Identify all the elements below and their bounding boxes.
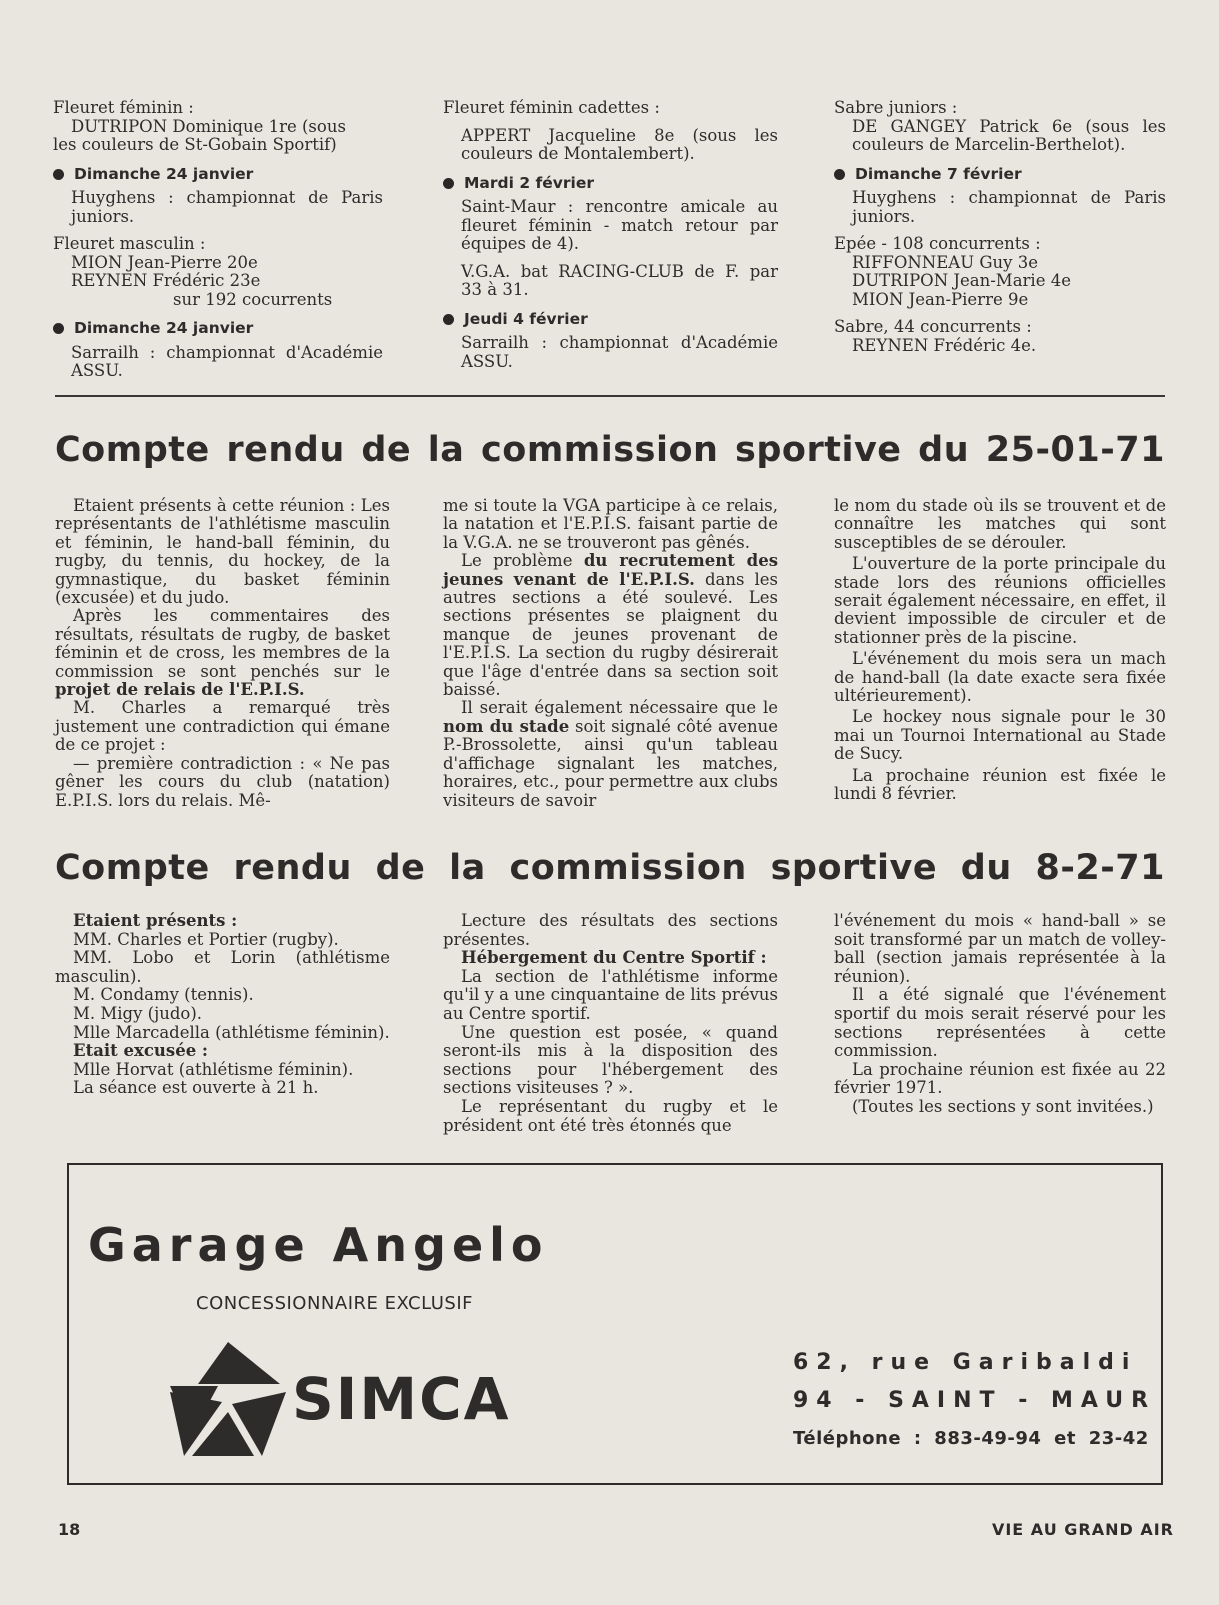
report2-col-3: [834, 912, 1166, 1117]
paragraph: La section de l'athlétisme informe qu'il y a une cinquantaine de lits prévus au Centre sportif.: [443, 966, 778, 1023]
headline-word: Compte: [55, 848, 210, 888]
paragraph: La prochaine réunion est fixée le lundi 8 février.: [834, 765, 1166, 804]
paragraph: le nom du stade où ils se trouvent et de connaître les matches qui sont susceptibles de se dérouler.: [834, 496, 1166, 552]
headline-word: la: [449, 848, 486, 888]
bullet-icon: [53, 169, 64, 180]
result-line: DUTRIPON Dominique 1re (sous: [71, 116, 346, 136]
heading-sabre-juniors: Sabre juniors :: [834, 98, 958, 117]
ad-garage-name: Garage Angelo: [88, 1218, 549, 1272]
headline-word: de: [361, 430, 412, 470]
heading-cadettes: Fleuret féminin cadettes :: [443, 98, 660, 117]
present-heading: Etaient présents :: [73, 911, 238, 930]
attendee-line: M. Condamy (tennis).: [73, 985, 254, 1005]
event-title: Jeudi 4 février: [443, 310, 778, 329]
event-text: Huyghens : championnat de Paris juniors.: [852, 188, 1166, 226]
result-line: MION Jean-Pierre 9e: [852, 289, 1029, 309]
headline-word: sportive: [735, 430, 902, 470]
report2-col-1: [55, 912, 390, 1098]
ad-phone: Téléphone : 883-49-94 et 23-42: [793, 1428, 1149, 1449]
paragraph: Une question est posée, « quand seront-ils mis à la disposition des sections pour l'hébergement des sections visiteuses ? ».: [443, 1022, 778, 1098]
excused-heading: Etait excusée :: [73, 1041, 209, 1061]
report1-col-2: [443, 497, 778, 810]
bullet-icon: [443, 314, 454, 325]
report2-col-2: [443, 912, 778, 1135]
result-line: RIFFONNEAU Guy 3e: [852, 252, 1038, 272]
report1-headline: [55, 430, 1165, 470]
event-title: Mardi 2 février: [443, 174, 778, 193]
heading-sabre-44: Sabre, 44 concurrents :: [834, 317, 1032, 336]
event-text: Sarrailh : championnat d'Académie ASSU.: [71, 342, 383, 380]
paragraph: M. Charles a remarqué très justement une contradiction qui émane de ce projet :: [55, 698, 390, 755]
ad-address-city: 94 - SAINT - MAUR: [793, 1388, 1157, 1413]
event-text: Saint-Maur : rencontre amicale au fleuret féminin - match retour par équipes de 4).: [461, 197, 778, 253]
event-title: Dimanche 7 février: [834, 165, 1166, 184]
bullet-icon: [443, 178, 454, 189]
paragraph: La prochaine réunion est fixée au 22 février 1971.: [834, 1059, 1166, 1098]
headline-word: 8-2-71: [1035, 848, 1165, 888]
result-line: MION Jean-Pierre 20e: [71, 252, 258, 272]
result-line: REYNEN Frédéric 23e: [71, 271, 261, 290]
bullet-icon: [834, 169, 845, 180]
heading-epee: Epée - 108 concurrents :: [834, 234, 1041, 253]
ad-brand: SIMCA: [292, 1365, 511, 1433]
report2-headline: [55, 848, 1165, 888]
paragraph: Le problème du recrutement des jeunes venant de l'E.P.I.S. dans les autres sections a été soulevé. Les sections présentes se plaignent du manque de jeunes provenant de l'E.P.I.S. La section du rugby désirerait que l'âge d'entrée dans sa section soit baissé.: [443, 551, 778, 700]
paragraph: La séance est ouverte à 21 h.: [73, 1078, 319, 1098]
results-col-2: [443, 99, 778, 380]
attendee-line: MM. Charles et Portier (rugby).: [73, 929, 339, 949]
result-line: DE GANGEY Patrick 6e (sous les couleurs de Marcelin-Berthelot).: [852, 116, 1166, 154]
headline-word: Compte: [55, 430, 210, 470]
heading-fleuret-masculin: Fleuret masculin :: [53, 234, 206, 253]
result-line: les couleurs de St-Gobain Sportif): [53, 135, 337, 154]
report1-col-1: [55, 497, 390, 810]
result-line: sur 192 cocurrents: [173, 289, 333, 309]
heading-fleuret-feminin: Fleuret féminin :: [53, 98, 194, 117]
results-col-3: [834, 99, 1166, 355]
attendee-line: Mlle Horvat (athlétisme féminin).: [73, 1059, 354, 1079]
result-line: DUTRIPON Jean-Marie 4e: [852, 271, 1071, 290]
headline-word: rendu: [233, 848, 352, 888]
simca-pentastar-icon: [170, 1342, 286, 1456]
attendee-line: M. Migy (judo).: [73, 1003, 203, 1023]
headline-word: du: [960, 848, 1012, 888]
paragraph: Le représentant du rugby et le président ont été très étonnés que: [443, 1096, 778, 1135]
headline-word: du: [918, 430, 970, 470]
headline-word: sportive: [770, 848, 938, 888]
event-title: Dimanche 24 janvier: [53, 165, 383, 184]
headline-word: de: [375, 848, 426, 888]
paragraph: L'ouverture de la porte principale du stade lors des réunions officielles serait également nécessaire, en effet, il devient impossible de circuler et de stationner près de la piscine.: [834, 554, 1166, 647]
paragraph: Il serait également nécessaire que le nom du stade soit signalé côté avenue P.-Brossolette, ainsi qu'un tableau d'affichage signalant les matches, horaires, etc., pour permettre aux clubs visiteurs de savoir: [443, 698, 778, 810]
paragraph: l'événement du mois « hand-ball » se soit transformé par un match de volley-ball (section jamais représentée à la réunion).: [834, 911, 1166, 986]
headline-word: commission: [481, 430, 719, 470]
paragraph: Après les commentaires des résultats, résultats de rugby, de basket féminin et de cross, les membres de la commission se sont penchés sur le projet de relais de l'E.P.I.S.: [55, 606, 390, 700]
paragraph: Il a été signalé que l'événement sportif du mois serait réservé pour les sections représentées à cette commission.: [834, 985, 1166, 1061]
paragraph: Le hockey nous signale pour le 30 mai un Tournoi International au Stade de Sucy.: [834, 707, 1166, 764]
ad-address-street: 62, rue Garibaldi: [793, 1350, 1138, 1375]
headline-word: la: [427, 430, 465, 470]
paragraph: L'événement du mois sera un mach de hand-ball (la date exacte sera fixée ultérieurement).: [834, 649, 1166, 706]
section-heading: Hébergement du Centre Sportif :: [461, 948, 767, 968]
event-text: Huyghens : championnat de Paris juniors.: [71, 188, 383, 226]
headline-word: 25-01-71: [985, 430, 1165, 470]
headline-word: commission: [509, 848, 747, 888]
paragraph: Etaient présents à cette réunion : Les représentants de l'athlétisme masculin et féminin, le hand-ball féminin, du rugby, du tennis, du hockey, de la gymnastique, du basket féminin (excusée) et du judo.: [55, 496, 390, 608]
event-text: Sarrailh : championnat d'Académie ASSU.: [461, 333, 778, 371]
result-line: REYNEN Frédéric 4e.: [852, 335, 1037, 355]
magazine-title: VIE AU GRAND AIR: [991, 1520, 1174, 1539]
paragraph: Lecture des résultats des sections présentes.: [443, 911, 778, 949]
vga-result: V.G.A. bat RACING-CLUB de F. par 33 à 31.: [461, 261, 778, 299]
paragraph: me si toute la VGA participe à ce relais, la natation et l'E.P.I.S. faisant partie de la V.G.A. ne se trouveront pas gênés.: [443, 496, 778, 552]
page-number: 18: [58, 1520, 81, 1539]
ad-subtitle: CONCESSIONNAIRE EXCLUSIF: [196, 1293, 473, 1314]
report1-col-3: [834, 497, 1166, 804]
divider-rule: [55, 395, 1165, 397]
paragraph: (Toutes les sections y sont invitées.): [852, 1096, 1154, 1116]
result-line: APPERT Jacqueline 8e (sous les couleurs de Montalembert).: [461, 125, 778, 163]
bullet-icon: [53, 323, 64, 334]
event-title: Dimanche 24 janvier: [53, 319, 383, 338]
results-col-1: [53, 99, 383, 390]
attendee-line: MM. Lobo et Lorin (athlétisme masculin).: [55, 948, 390, 986]
headline-word: rendu: [226, 430, 345, 470]
attendee-line: Mlle Marcadella (athlétisme féminin).: [73, 1022, 390, 1042]
paragraph: — première contradiction : « Ne pas gêner les cours du club (natation) E.P.I.S. lors du relais. Mê-: [55, 753, 390, 810]
